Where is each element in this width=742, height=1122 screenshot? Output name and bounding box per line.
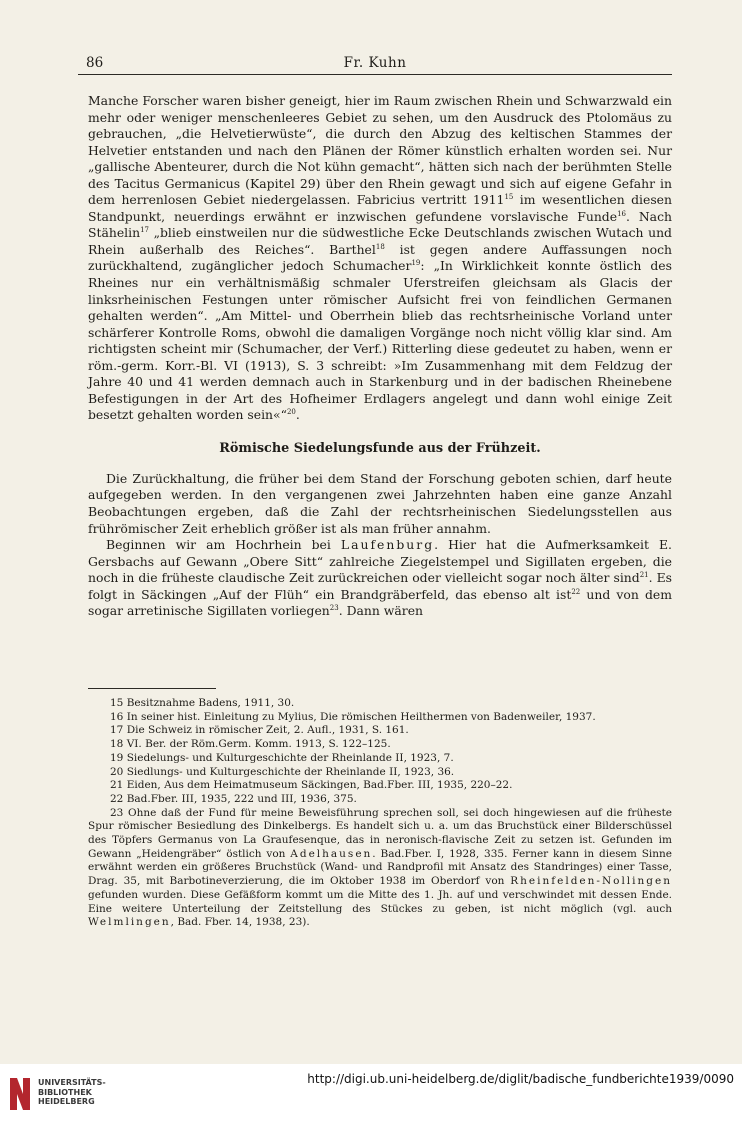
footnote-19: 19 Siedelungs- und Kulturgeschichte der Rheinlande II, 1923, 7. [110, 751, 454, 764]
footnote-ref-20[interactable]: 20 [286, 408, 296, 417]
place-name-adelhausen: Adelhausen [290, 847, 373, 860]
footnote-18: 18 VI. Ber. der Röm.Germ. Komm. 1913, S. 122–125. [110, 738, 391, 751]
footnote-23: 23 Ohne daß der Fund für meine Beweisführung sprechen soll, sei doch hingewiesen auf die früheste Spur römischer Besiedlung des Dinkelbergs. Es handelt sich u. a. um das Bruchstück einer Bilderschüssel des Töpfers Germanus von La Graufesenque, das in neronisch-flavische Zeit zu setzen ist. Gefunden im Gewann „Heidengräber“ östlich von Adelhausen. Bad.Fber. I, 1928, 335. Ferner kann in diesem Sinne erwähnt werden ein größeres Bruchstück (Wand- und Randprofil mit Ansatz des Standringes) einer Tasse, Drag. 35, mit Barbotineverzierung, die im Oktober 1938 im Oberdorf von Rheinfelden-Nollingen gefunden wurden. Diese Gefäßform kommt um die Mitte des 1. Jh. auf und verschwindet mit dessen Ende. Eine weitere Unterteilung der Zeitstellung des Stückes zu geben, ist nicht möglich (vgl. auch Welmlingen, Bad. Fber. 14, 1938, 23). [88, 806, 672, 929]
paragraph-1: Manche Forscher waren bisher geneigt, hier im Raum zwischen Rhein und Schwarzwald ein mehr oder weniger menschenleeres Gebiet zu sehen, um den Ausdruck des Ptolomäus zu gebrauchen, „die Helvetierwüste“, die durch den Abzug des keltischen Stammes der Helvetier entstanden und nach den Plänen der Römer künstlich erhalten worden sei. Nur „gallische Abenteurer, durch die Not kühn gemacht“, hätten sich nach der berühmten Stelle des Tacitus Germanicus (Kapitel 29) über den Rhein gewagt und sich auf eigene Gefahr in dem herrenlosen Gebiet niedergelassen. Fabricius vertritt 1911$^{15}$ im wesentlichen diesen Standpunkt, neuerdings erwähnt er inzwischen gefundene vorslavische Funde$^{16}$. Nach Stähelin$^{17}$ „blieb einstweilen nur die südwestliche Ecke Deutschlands zwischen Wutach und Rhein außerhalb des Reiches“. Barthel$^{18}$ ist gegen andere Auffassungen noch zurückhaltend, zugänglicher jedoch Schumacher$^{19}$: „In Wirklichkeit konnte östlich des Rheines nur ein verhältnismäßig schmaler Uferstreifen gleichsam als Glacis der linksrheinischen Festungen unter römischer Aufsicht frei von feindlichen Germanen gehalten werden“. „Am Mittel- und Oberrhein blieb das rechtsrheinische Vorland unter schärferer Kontrolle Roms, obwohl die damaligen Vorgänge noch nicht völlig klar sind. Am richtigsten scheint mir (Schumacher, der Verf.) Ritterling diese gedeutet zu haben, wenn er röm.-germ. Korr.-Bl. VI (1913), S. 3 schreibt: »Im Zusammenhang mit dem Feldzug der Jahre 40 und 41 werden demnach auch in Starkenburg und in der badischen Rheinebene Befestigungen in der Art des Hofheimer Erdlagers angelegt und dann wohl einige Zeit besetzt gehalten worden sein«“$^{20}$. [88, 93, 672, 423]
main-text [88, 93, 672, 620]
header-rule [78, 74, 672, 75]
footnote-ref-16[interactable]: 16 [617, 209, 626, 218]
footnote-20: 20 Siedlungs- und Kulturgeschichte der Rheinlande II, 1923, 36. [110, 765, 455, 778]
paragraph-2: Die Zurückhaltung, die früher bei dem Stand der Forschung geboten schien, darf heute aufgegeben werden. In den vergangenen zwei Jahrzehnten haben eine ganze Anzahl Beobachtungen ergeben, daß die Zahl der rechtsrheinischen Siedelungsstellen aus frührömischer Zeit erheblich größer ist als man früher annahm. [88, 470, 672, 536]
place-name-laufenburg: Laufenburg [340, 537, 435, 553]
footnote-15: 15 Besitznahme Badens, 1911, 30. [110, 697, 295, 709]
footnote-ref-17[interactable]: 17 [140, 226, 149, 235]
footnote-21: 21 Eiden, Aus dem Heimatmuseum Säckingen, Bad.Fber. III, 1935, 220–22. [110, 779, 513, 792]
library-logo-icon [7, 1074, 33, 1114]
footnote-ref-23[interactable]: 23 [329, 604, 339, 613]
footnote-ref-22[interactable]: 22 [571, 587, 581, 596]
footnote-22: 22 Bad.Fber. III, 1935, 222 und III, 1936, 375. [110, 792, 357, 805]
place-name-rheinfelden: Rheinfelden-Nollingen [510, 875, 672, 888]
source-url-link[interactable]: http://digi.ub.uni-heidelberg.de/diglit/badische_fundberichte1939/0090 [307, 1072, 734, 1086]
paragraph-3: Beginnen wir am Hochrhein bei Laufenburg. Hier hat die Aufmerksamkeit E. Gersbachs auf Gewann „Obere Sitt“ zahlreiche Ziegelstempel und Sigillaten ergeben, die noch in die früheste claudische Zeit zurückreichen oder vielleicht sogar noch älter sind$^{21}$. Es folgt in Säckingen „Auf der Flüh“ ein Brandgräberfeld, das ebenso alt ist$^{22}$ und von dem sogar arretinische Sigillaten vorliegen$^{23}$. Dann wären [88, 537, 673, 619]
footnote-17: 17 Die Schweiz in römischer Zeit, 2. Aufl., 1931, S. 161. [110, 724, 409, 737]
footnote-ref-21[interactable]: 21 [639, 571, 649, 580]
page-number: 86 [86, 55, 104, 71]
footnote-rule [88, 688, 216, 689]
section-heading: Römische Siedelungsfunde aus der Frühzeit. [219, 440, 541, 456]
footnote-ref-15[interactable]: 15 [504, 193, 514, 202]
library-name: UNIVERSITÄTS- BIBLIOTHEK HEIDELBERG [38, 1078, 106, 1107]
digitization-footer [0, 1064, 742, 1122]
running-title: Fr. Kuhn [343, 55, 407, 71]
place-name-welmlingen: Welmlingen [88, 916, 171, 929]
footnote-ref-18[interactable]: 18 [375, 242, 385, 251]
page-header [78, 53, 672, 75]
footnote-ref-19[interactable]: 19 [411, 259, 421, 268]
footnotes [88, 688, 672, 930]
footnote-16: 16 In seiner hist. Einleitung zu Mylius, Die römischen Heilthermen von Badenweiler, 1937. [110, 710, 596, 723]
